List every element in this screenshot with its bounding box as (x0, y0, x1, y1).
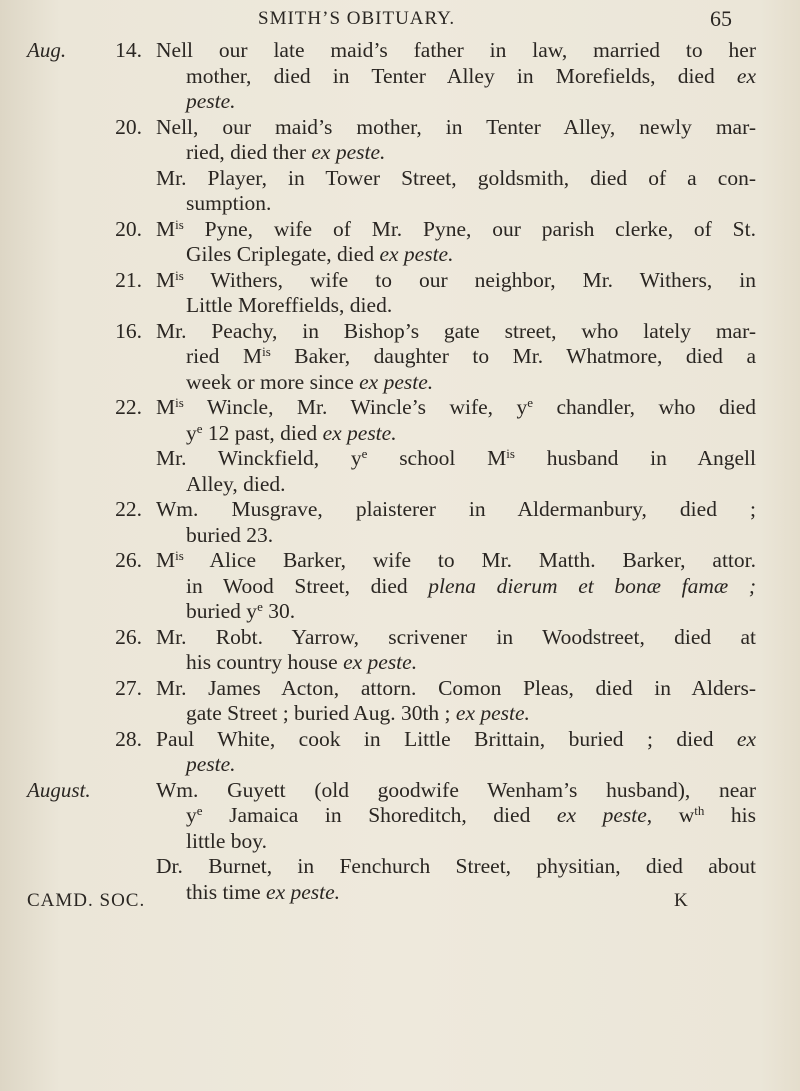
entry-text: $M^{is}$ Pyne, wife of Mr. Pyne, our parish clerke, of St. (156, 216, 756, 241)
entry-text: Paul White, cook in Little Brittain, buried ; died ex (156, 726, 756, 751)
entry-line (0, 38, 800, 64)
entry-text: ried, died ther ex peste. (186, 140, 386, 164)
entry-text: Mr. Robt. Yarrow, scrivener in Woodstreet, died at (156, 624, 756, 649)
entry-text: Dr. Burnet, in Fenchurch Street, physitian, died about (156, 854, 756, 878)
entry-line (0, 650, 800, 676)
entry-text: mother, died in Tenter Alley in Morefields, died ex (186, 63, 756, 88)
entry-month: August. (27, 777, 91, 802)
entry-text: peste. (186, 89, 236, 113)
entry-month: Aug. (27, 38, 67, 62)
entry-text: Mr. Player, in Tower Street, goldsmith, died of a con- (156, 165, 756, 190)
entry-line (0, 523, 800, 549)
entry-line (0, 115, 800, 141)
page-footer (0, 890, 800, 920)
entry-text: Mr. Winckfield, $y^e$ school $M^{is}$ husband in Angell (156, 446, 756, 470)
entry-day: 26. (115, 548, 142, 572)
entry-text: little boy. (186, 828, 268, 853)
obituary-entry (0, 625, 800, 676)
entry-line (0, 625, 800, 651)
entry-text: $y^e$ 12 past, died ex peste. (186, 420, 397, 445)
entry-day: 20. (115, 216, 142, 241)
obituary-entry (0, 319, 800, 396)
entry-day: 20. (115, 114, 142, 139)
entry-text: $y^e$ Jamaica in Shoreditch, died ex peste, $w^{th}$ his (186, 803, 757, 827)
entry-text: Wm. Guyett (old goodwife Wenham’s husband), near (156, 777, 756, 802)
entry-line (0, 421, 800, 447)
entry-line (0, 574, 800, 600)
entry-text: Wm. Musgrave, plaisterer in Aldermanbury, died ; (156, 497, 756, 521)
entry-text: gate Street ; buried Aug. 30th ; ex peste. (186, 701, 530, 725)
entry-line (0, 370, 800, 396)
entry-text: his country house ex peste. (186, 650, 418, 674)
entry-line (0, 727, 800, 753)
obituary-entry (0, 778, 800, 855)
obituary-entries (0, 38, 800, 905)
entry-line (0, 166, 800, 192)
entry-day: 27. (115, 675, 142, 700)
entry-text: $M^{is}$ Withers, wife to our neighbor, Mr. Withers, in (156, 267, 756, 292)
page-number: 65 (710, 6, 732, 31)
entry-text: Nell our late maid’s father in law, married to her (156, 38, 756, 62)
obituary-entry (0, 217, 800, 268)
entry-line (0, 140, 800, 166)
entry-text: Little Moreffields, died. (186, 293, 393, 317)
sheet-mark: K (674, 890, 688, 911)
entry-line (0, 217, 800, 243)
entry-line (0, 497, 800, 523)
signature-mark: CAMD. SOC. (27, 890, 146, 911)
entry-line (0, 268, 800, 294)
entry-line (0, 829, 800, 855)
entry-text: Nell, our maid’s mother, in Tenter Alley, newly mar- (156, 114, 756, 139)
entry-text: in Wood Street, died plena dierum et bonæ famæ ; (186, 573, 756, 598)
entry-line (0, 472, 800, 498)
entry-line (0, 701, 800, 727)
entry-text: Mr. James Acton, attorn. Comon Pleas, died in Alders- (156, 675, 756, 700)
entry-line (0, 395, 800, 421)
entry-line (0, 64, 800, 90)
obituary-entry (0, 38, 800, 115)
entry-day: 28. (115, 726, 142, 751)
obituary-entry (0, 115, 800, 217)
entry-line (0, 803, 800, 829)
entry-line (0, 446, 800, 472)
entry-text: buried 23. (186, 522, 274, 547)
obituary-entry (0, 497, 800, 548)
entry-line (0, 242, 800, 268)
obituary-entry (0, 548, 800, 625)
entry-line (0, 676, 800, 702)
entry-text: $M^{is}$ Alice Barker, wife to Mr. Matth. Barker, attor. (156, 548, 756, 572)
obituary-entry (0, 676, 800, 727)
entry-line (0, 778, 800, 804)
running-title: SMITH’S OBITUARY. (258, 8, 456, 29)
entry-text: peste. (186, 752, 236, 776)
entry-text: ried $M^{is}$ Baker, daughter to Mr. Whatmore, died a (186, 344, 756, 368)
entry-text: Alley, died. (186, 471, 286, 496)
entry-day: 16. (115, 318, 142, 343)
entry-line (0, 319, 800, 345)
entry-text: $M^{is}$ Wincle, Mr. Wincle’s wife, $y^e$ chandler, who died (156, 395, 756, 419)
entry-text: week or more since ex peste. (186, 369, 434, 394)
entry-line (0, 89, 800, 115)
obituary-entry (0, 268, 800, 319)
entry-line (0, 854, 800, 880)
entry-text: sumption. (186, 191, 272, 215)
entry-line (0, 752, 800, 778)
entry-line (0, 191, 800, 217)
entry-text: buried $y^e$ 30. (186, 599, 296, 623)
entry-day: 22. (115, 395, 142, 419)
entry-day: 22. (115, 497, 142, 521)
entry-text: Giles Criplegate, died ex peste. (186, 242, 454, 266)
entry-line (0, 293, 800, 319)
entry-text: this time ex peste. (186, 879, 341, 904)
entry-text: Mr. Peachy, in Bishop’s gate street, who lately mar- (156, 318, 756, 343)
obituary-entry (0, 395, 800, 497)
entry-day: 14. (115, 38, 142, 62)
entry-line (0, 599, 800, 625)
obituary-entry (0, 727, 800, 778)
entry-day: 26. (115, 624, 142, 649)
entry-day: 21. (115, 267, 142, 292)
page-header (0, 8, 800, 38)
entry-line (0, 548, 800, 574)
entry-line (0, 344, 800, 370)
